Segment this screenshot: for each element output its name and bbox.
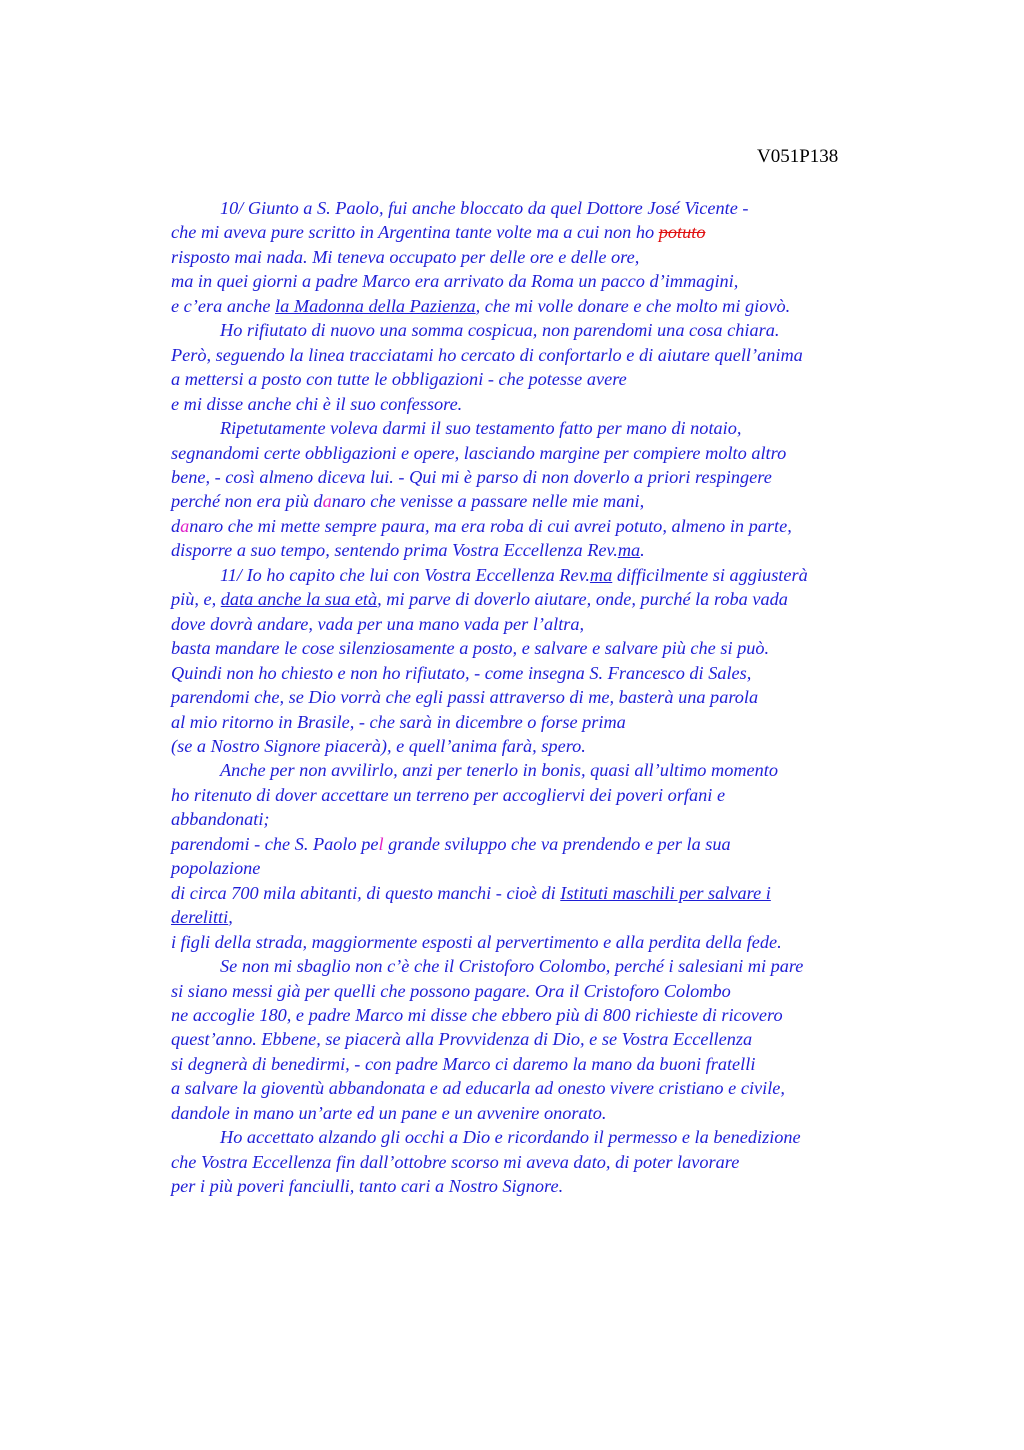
text-line — [171, 905, 911, 929]
text-segment: dandole in mano un’arte ed un pane e un avvenire onorato. — [171, 1102, 607, 1123]
text-segment: Se non mi sbaglio non c’è che il Cristoforo Colombo, perché i salesiani mi pare — [220, 956, 804, 977]
text-line — [171, 1076, 911, 1100]
text-segment: i figli della strada, maggiormente esposti al pervertimento e alla perdita della fede. — [171, 931, 782, 952]
text-line — [171, 685, 911, 709]
underlined-text: derelitti — [171, 907, 229, 928]
text-segment: . — [640, 540, 645, 561]
text-segment: e mi disse anche chi è il suo confessore. — [171, 393, 463, 414]
text-line — [171, 441, 911, 465]
highlighted-letter: l — [378, 833, 384, 854]
text-segment: Ho rifiutato di nuovo una somma cospicua, non parendomi una cosa chiara. — [220, 320, 780, 341]
text-segment: dove dovrà andare, vada per una mano vada per l’altra, — [171, 613, 585, 634]
text-line — [171, 269, 911, 293]
text-segment: segnandomi certe obbligazioni e opere, lasciando margine per compiere molto altro — [171, 442, 787, 463]
text-line — [171, 416, 911, 440]
text-line — [171, 930, 911, 954]
text-segment: si degnerà di benedirmi, - con padre Marco ci daremo la mano da buoni fratelli — [171, 1053, 756, 1074]
text-segment: al mio ritorno in Brasile, - che sarà in dicembre o forse prima — [171, 711, 626, 732]
text-segment: difficilmente si aggiusterà — [612, 564, 808, 585]
text-segment: naro che venisse a passare nelle mie mani, — [331, 491, 645, 512]
text-line — [171, 1174, 911, 1198]
text-segment: basta mandare le cose silenziosamente a posto, e salvare e salvare più che si può. — [171, 638, 770, 659]
text-segment: che Vostra Eccellenza fin dall’ottobre scorso mi aveva dato, di poter lavorare — [171, 1151, 740, 1172]
text-segment: d — [171, 515, 181, 536]
text-line — [171, 612, 911, 636]
text-line — [171, 1101, 911, 1125]
text-line — [171, 979, 911, 1003]
text-segment: 11/ Io ho capito che lui con Vostra Eccellenza Rev. — [220, 564, 590, 585]
underlined-text: ma — [617, 540, 641, 561]
text-line — [171, 245, 911, 269]
text-line — [171, 1052, 911, 1076]
text-segment: , mi parve di doverlo aiutare, onde, purché la roba vada — [377, 589, 788, 610]
text-segment: risposto mai nada. Mi teneva occupato per delle ore e delle ore, — [171, 246, 640, 267]
text-line — [171, 294, 911, 318]
text-line — [171, 832, 911, 856]
text-line — [171, 954, 911, 978]
text-segment: a mettersi a posto con tutte le obbligazioni - che potesse avere — [171, 369, 627, 390]
underlined-text: data anche la sua età — [220, 589, 378, 610]
text-segment: Quindi non ho chiesto e non ho rifiutato, - come insegna S. Francesco di Sales, — [171, 662, 752, 683]
text-line — [171, 1027, 911, 1051]
text-segment: ma in quei giorni a padre Marco era arrivato da Roma un pacco d’immagini, — [171, 271, 739, 292]
text-segment: Anche per non avvilirlo, anzi per tenerlo in bonis, quasi all’ultimo momento — [220, 760, 779, 781]
highlighted-letter: a — [180, 515, 190, 536]
text-segment: abbandonati; — [171, 809, 270, 830]
text-segment: 10/ Giunto a S. Paolo, fui anche bloccato da quel Dottore José Vicente - — [220, 198, 749, 218]
text-line — [171, 856, 911, 880]
text-line — [171, 587, 911, 611]
text-line — [171, 220, 911, 244]
underlined-text: Istituti maschili per salvare i — [560, 882, 771, 903]
text-line — [171, 734, 911, 758]
text-line — [171, 489, 911, 513]
text-segment: Però, seguendo la linea tracciatami ho cercato di confortarlo e di aiutare quell’anima — [171, 344, 803, 365]
text-line — [171, 343, 911, 367]
text-segment: (se a Nostro Signore piacerà), e quell’anima farà, spero. — [171, 735, 586, 756]
text-line — [171, 758, 911, 782]
text-segment: quest’anno. Ebbene, se piacerà alla Provvidenza di Dio, e se Vostra Eccellenza — [171, 1029, 753, 1050]
text-line — [171, 465, 911, 489]
text-line — [171, 367, 911, 391]
text-line — [171, 636, 911, 660]
letter-body — [171, 196, 911, 1199]
text-segment: , — [228, 907, 233, 928]
underlined-text: ma — [589, 564, 613, 585]
text-line — [171, 710, 911, 734]
text-segment: si siano messi già per quelli che possono pagare. Ora il Cristoforo Colombo — [171, 980, 731, 1001]
text-segment: perché non era più d — [171, 491, 323, 512]
text-segment: disporre a suo tempo, sentendo prima Vostra Eccellenza Rev. — [171, 540, 618, 561]
text-line — [171, 1125, 911, 1149]
text-segment: naro che mi mette sempre paura, ma era roba di cui avrei potuto, almeno in parte, — [189, 515, 792, 536]
text-line — [171, 1003, 911, 1027]
text-segment: Ripetutamente voleva darmi il suo testamento fatto per mano di notaio, — [220, 418, 742, 439]
struck-text: potuto — [658, 222, 706, 243]
text-segment: per i più poveri fanciulli, tanto cari a Nostro Signore. — [171, 1176, 564, 1197]
page-id: V051P138 — [757, 146, 839, 167]
text-segment: parendomi che, se Dio vorrà che egli passi attraverso di me, basterà una parola — [171, 687, 759, 708]
text-segment: parendomi - che S. Paolo pe — [171, 833, 379, 854]
text-line — [171, 392, 911, 416]
highlighted-letter: a — [322, 491, 332, 512]
text-segment: , che mi volle donare e che molto mi giovò. — [475, 295, 791, 316]
text-line — [171, 1150, 911, 1174]
text-line — [171, 563, 911, 587]
text-segment: popolazione — [171, 858, 261, 879]
text-segment: grande sviluppo che va prendendo e per la sua — [383, 833, 731, 854]
text-segment: a salvare la gioventù abbandonata e ad educarla ad onesto vivere cristiano e civile, — [171, 1078, 785, 1099]
text-line — [171, 196, 911, 220]
text-line — [171, 661, 911, 685]
text-line — [171, 807, 911, 831]
text-segment: di circa 700 mila abitanti, di questo manchi - cioè di — [171, 882, 561, 903]
text-segment: e c’era anche — [171, 295, 276, 316]
text-line — [171, 538, 911, 562]
text-segment: ne accoglie 180, e padre Marco mi disse che ebbero più di 800 richieste di ricovero — [171, 1004, 783, 1025]
text-line — [171, 514, 911, 538]
text-segment: più, e, — [171, 589, 221, 610]
text-line — [171, 881, 911, 905]
underlined-text: la Madonna della Pazienza — [275, 295, 476, 316]
text-segment: che mi aveva pure scritto in Argentina tante volte ma a cui non ho — [171, 222, 659, 243]
text-segment: ho ritenuto di dover accettare un terreno per accogliervi dei poveri orfani e — [171, 784, 726, 805]
text-segment: bene, - così almeno diceva lui. - Qui mi è parso di non doverlo a priori respingere — [171, 466, 772, 487]
text-segment: Ho accettato alzando gli occhi a Dio e ricordando il permesso e la benedizione — [220, 1127, 801, 1148]
text-line — [171, 783, 911, 807]
text-line — [171, 318, 911, 342]
